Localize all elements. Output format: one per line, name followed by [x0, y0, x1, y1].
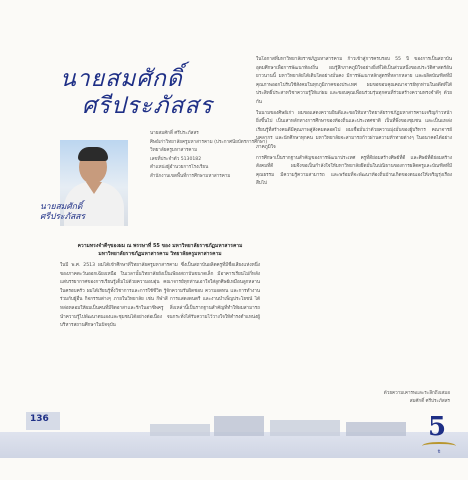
section-heading-line-1: ความทรงจำดีๆของผม ณ พรรษาที่ 55 ของ มหาวิทยาลัยราชภัฏมหาสารคาม — [77, 243, 243, 249]
section-heading — [60, 242, 260, 258]
anniversary-emblem-icon — [420, 412, 458, 454]
campus-buildings-illustration — [150, 412, 410, 436]
right-paragraph-3: การศึกษาเป็นรากฐานสำคัญของการพัฒนาประเทศ ครูที่ดีย่อมสร้างศิษย์ที่ดี และศิษย์ที่ดีย่อมสร้างสังคมที่ดี ผมจึงขอเป็นกำลังใจให้มหาวิทยาลัยยึดมั่นในปณิธานของการผลิตครูและบัณฑิตที่มีคุณธรรม มีความรู้ความสามารถ และพร้อมที่จะพัฒนาท้องถิ่นบ้านเกิดของตนเองให้เจริญรุ่งเรืองสืบไป — [256, 155, 452, 187]
right-column — [256, 56, 452, 189]
title-line-2: ศรีประภัสสร — [82, 93, 213, 119]
page-title — [60, 66, 240, 120]
info-college: วิทยาลัยครูมหาสารคาม — [150, 148, 198, 154]
info-name: นายสมศักดิ์ ศรีประภัสสร — [150, 131, 199, 136]
right-paragraph-2: ในนามของศิษย์เก่า ผมขอแสดงความยินดีและขอให้มหาวิทยาลัยราชภัฏมหาสารคามเจริญก้าวหน้ายิ่งขึ้นไป เป็นเสาหลักทางการศึกษาของท้องถิ่นและประเทศชาติ เป็นที่พึ่งของชุมชน และเป็นแหล่งเรียนรู้ที่สร้างคนดีมีคุณภาพสู่สังคมตลอดไป ผมเชื่อมั่นว่าด้วยความมุ่งมั่นของผู้บริหาร คณาจารย์ บุคลากร และนักศึกษาทุกคน มหาวิทยาลัยจะสามารถก้าวผ่านความท้าทายต่างๆ ในอนาคตได้อย่างภาคภูมิใจ — [256, 110, 452, 150]
credit-line-2: สมศักดิ์ ศรีประภัสสร — [409, 399, 450, 404]
right-paragraph-1: ในโอกาสที่มหาวิทยาลัยราชภัฏมหาสารคาม ก้าวเข้าสู่การครบรอบ 55 ปี ของการเป็นสถาบันอุดมศึกษาเพื่อการพัฒนาท้องถิ่น ผมรู้สึกภาคภูมิใจอย่างยิ่งที่ได้เป็นส่วนหนึ่งของประวัติศาสตร์อันยาวนานนี้ มหาวิทยาลัยได้เติบโตอย่างมั่นคง มีการพัฒนาหลักสูตรที่หลากหลาย และผลิตบัณฑิตที่มีคุณภาพออกไปรับใช้สังคมในทุกภูมิภาคของประเทศ ผมขอขอบคุณคณาจารย์ทุกท่านในอดีตที่ได้ประสิทธิ์ประสาทวิชาความรู้ให้แก่ผม และขอบคุณเพื่อนร่วมรุ่นทุกคนที่ร่วมสร้างความทรงจำดีๆ ด้วยกัน — [256, 57, 452, 105]
signature-line-1: นายสมศักดิ์ — [40, 202, 83, 212]
emblem-caption: ปี — [437, 449, 441, 454]
page-number: 136 — [30, 414, 49, 424]
info-position: ตำแหน่งผู้อำนวยการโรงเรียน — [150, 165, 209, 171]
author-info — [150, 130, 270, 182]
info-office: สำนักงานเขตพื้นที่การศึกษามหาสารคาม — [150, 173, 231, 179]
section-heading-line-2: มหาวิทยาลัยราชภัฏมหาสารคาม วิทยาลัยครูมหาสารคาม — [98, 251, 222, 257]
title-line-1: นายสมศักดิ์ — [60, 66, 183, 92]
left-column — [60, 262, 260, 331]
credit-line-1: ด้วยความเคารพและระลึกถึงเสมอ — [383, 391, 450, 396]
emblem-number: 5 — [428, 412, 447, 442]
info-alumni: ศิษย์เก่าวิทยาลัยครูมหาสารคาม (ประกาศนียบัตรการศึกษา) — [150, 139, 268, 145]
closing-credit — [350, 390, 450, 406]
info-id: เลขที่ประจำตัว 5130182 — [150, 156, 202, 162]
signature — [40, 202, 98, 222]
left-paragraph: ในปี พ.ศ. 2513 ผมได้เข้าศึกษาที่วิทยาลัยครูมหาสารคาม ซึ่งเป็นสถาบันผลิตครูที่มีชื่อเสียงแห่งหนึ่งของภาคตะวันออกเฉียงเหนือ ในเวลานั้นวิทยาลัยยังเป็นเพียงสถาบันขนาดเล็ก มีอาคารเรียนไม่กี่หลัง แต่บรรยากาศของการเรียนรู้เต็มไปด้วยความอบอุ่น คณาจารย์ทุกท่านเอาใจใส่ลูกศิษย์เหมือนลูกหลานในครอบครัว ผมได้เรียนรู้ทั้งวิชาการและการใช้ชีวิต รู้จักความรับผิดชอบ ความอดทน และการทำงานร่วมกับผู้อื่น กิจกรรมต่างๆ ภายในวิทยาลัย เช่น กีฬาสี การแสดงดนตรี และงานบำเพ็ญประโยชน์ ได้หล่อหลอมให้ผมเป็นคนที่มีจิตอาสาและรักในอาชีพครู สิ่งเหล่านี้เป็นรากฐานสำคัญที่ทำให้ผมสามารถนำความรู้ไปพัฒนาตนเองและชุมชนได้อย่างต่อเนื่อง จนกระทั่งได้รับความไว้วางใจให้ดำรงตำแหน่งผู้บริหารสถานศึกษาในปัจจุบัน — [60, 263, 260, 329]
signature-line-2: ศรีประภัสสร — [40, 212, 86, 222]
